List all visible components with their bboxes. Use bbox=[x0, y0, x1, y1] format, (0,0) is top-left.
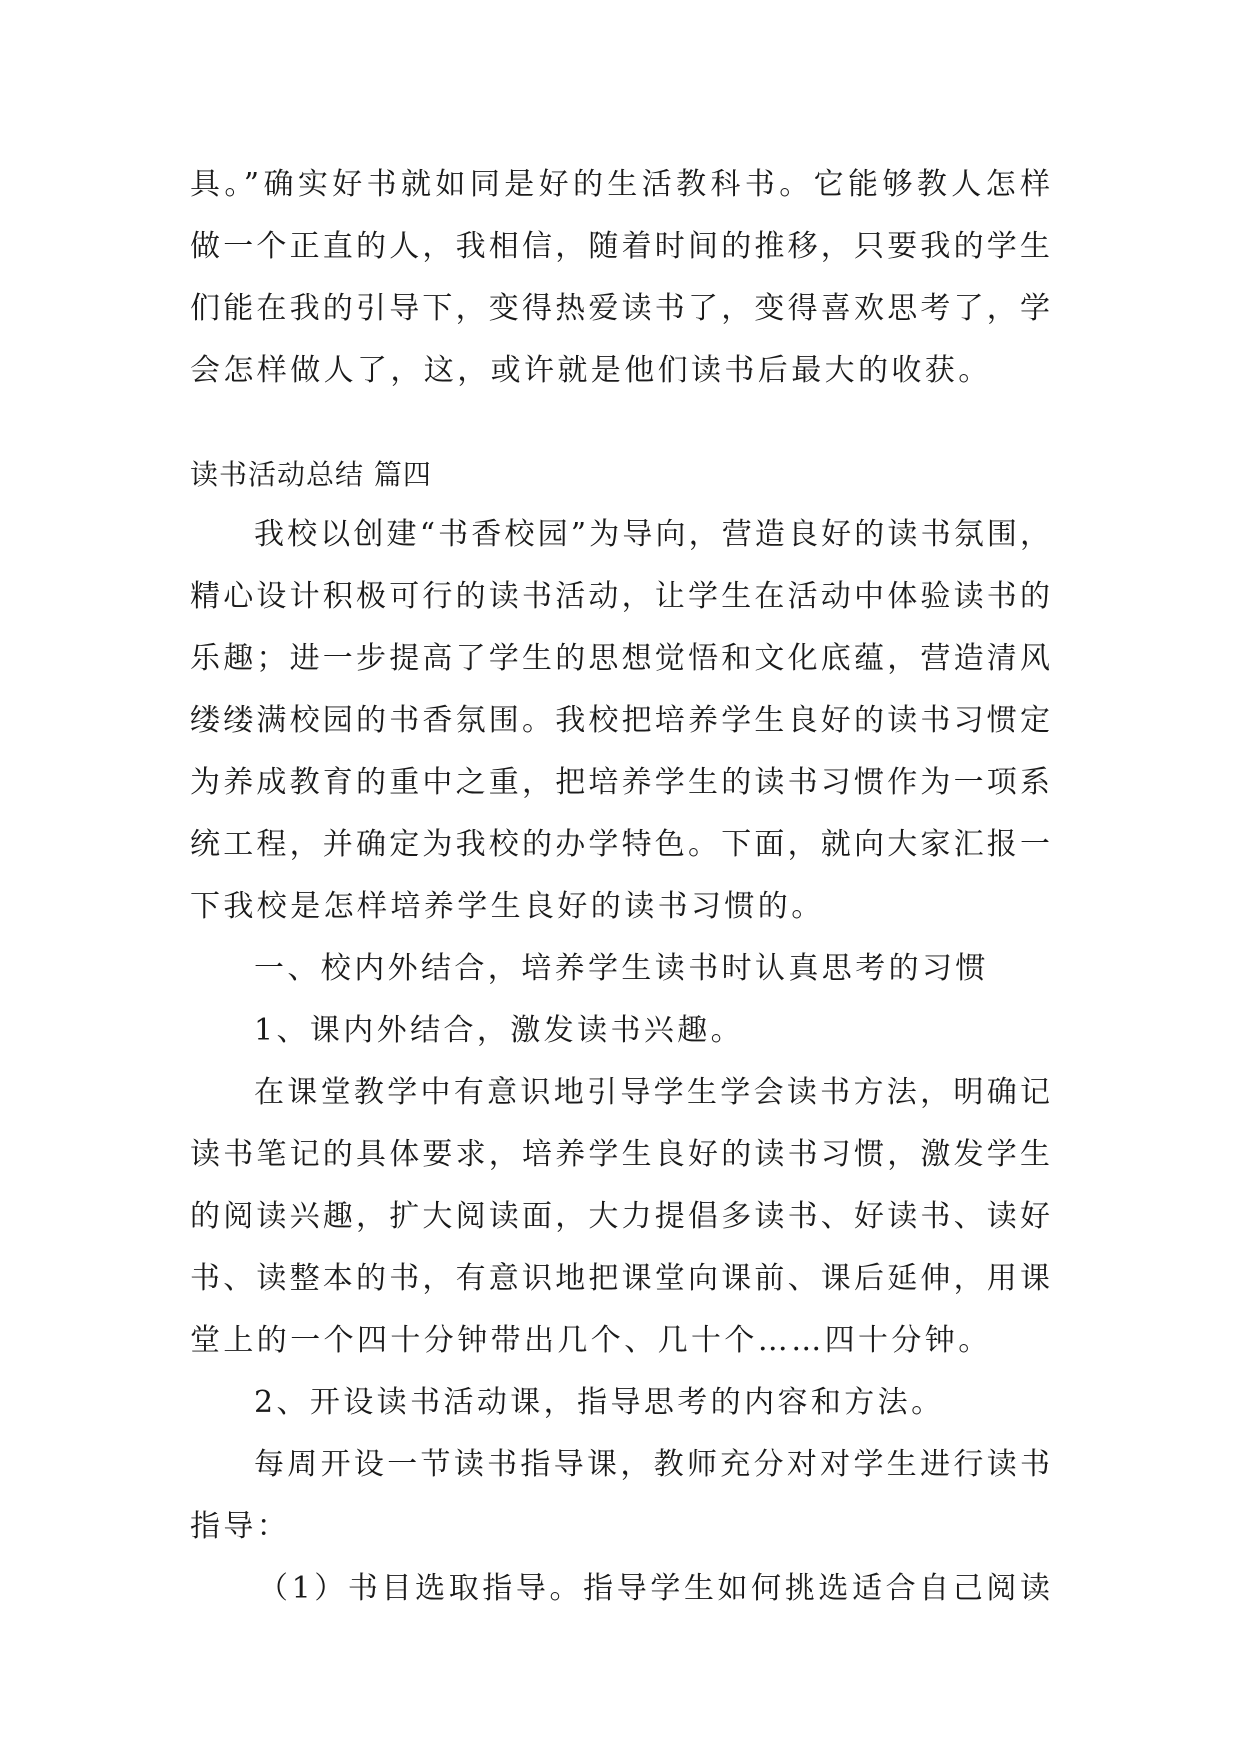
paragraph-line: 缕缕满校园的书香氛围。我校把培养学生良好的读书习惯定 bbox=[190, 703, 1050, 738]
paragraph-line: 做一个正直的人，我相信，随着时间的推移，只要我的学生 bbox=[190, 229, 1050, 264]
paragraph-line: 在课堂教学中有意识地引导学生学会读书方法，明确记 bbox=[254, 1075, 1050, 1110]
paragraph-line: 的阅读兴趣，扩大阅读面，大力提倡多读书、好读书、读好 bbox=[190, 1199, 1050, 1234]
paragraph-line: 具。”确实好书就如同是好的生活教科书。它能够教人怎样 bbox=[190, 167, 1050, 202]
paragraph-line: 会怎样做人了，这，或许就是他们读书后最大的收获。 bbox=[190, 353, 992, 388]
paragraph-line: 指导： bbox=[190, 1509, 291, 1544]
paragraph-line: （1）书目选取指导。指导学生如何挑选适合自己阅读 bbox=[258, 1571, 1050, 1606]
paragraph-line: 书、读整本的书，有意识地把课堂向课前、课后延伸，用课 bbox=[190, 1261, 1050, 1296]
paragraph-line: 每周开设一节读书指导课，教师充分对对学生进行读书 bbox=[254, 1447, 1050, 1482]
paragraph-line: 我校以创建“书香校园”为导向，营造良好的读书氛围， bbox=[254, 517, 1050, 552]
paragraph-line: 读书笔记的具体要求，培养学生良好的读书习惯，激发学生 bbox=[190, 1137, 1050, 1172]
paragraph-line: 堂上的一个四十分钟带出几个、几十个……四十分钟。 bbox=[190, 1323, 992, 1358]
subheading-line: 一、校内外结合，培养学生读书时认真思考的习惯 bbox=[254, 951, 989, 986]
paragraph-line: 为养成教育的重中之重，把培养学生的读书习惯作为一项系 bbox=[190, 765, 1050, 800]
paragraph-line: 精心设计积极可行的读书活动，让学生在活动中体验读书的 bbox=[190, 579, 1050, 614]
paragraph-line: 乐趣；进一步提高了学生的思想觉悟和文化底蕴，营造清风 bbox=[190, 641, 1050, 676]
paragraph-line: 们能在我的引导下，变得热爱读书了，变得喜欢思考了，学 bbox=[190, 291, 1050, 326]
section-heading: 读书活动总结 篇四 bbox=[190, 458, 432, 491]
paragraph-line: 统工程，并确定为我校的办学特色。下面，就向大家汇报一 bbox=[190, 827, 1050, 862]
subheading-line: 2、开设读书活动课，指导思考的内容和方法。 bbox=[254, 1385, 945, 1420]
subheading-line: 1、课内外结合，激发读书兴趣。 bbox=[254, 1013, 745, 1048]
paragraph-line: 下我校是怎样培养学生良好的读书习惯的。 bbox=[190, 889, 825, 924]
